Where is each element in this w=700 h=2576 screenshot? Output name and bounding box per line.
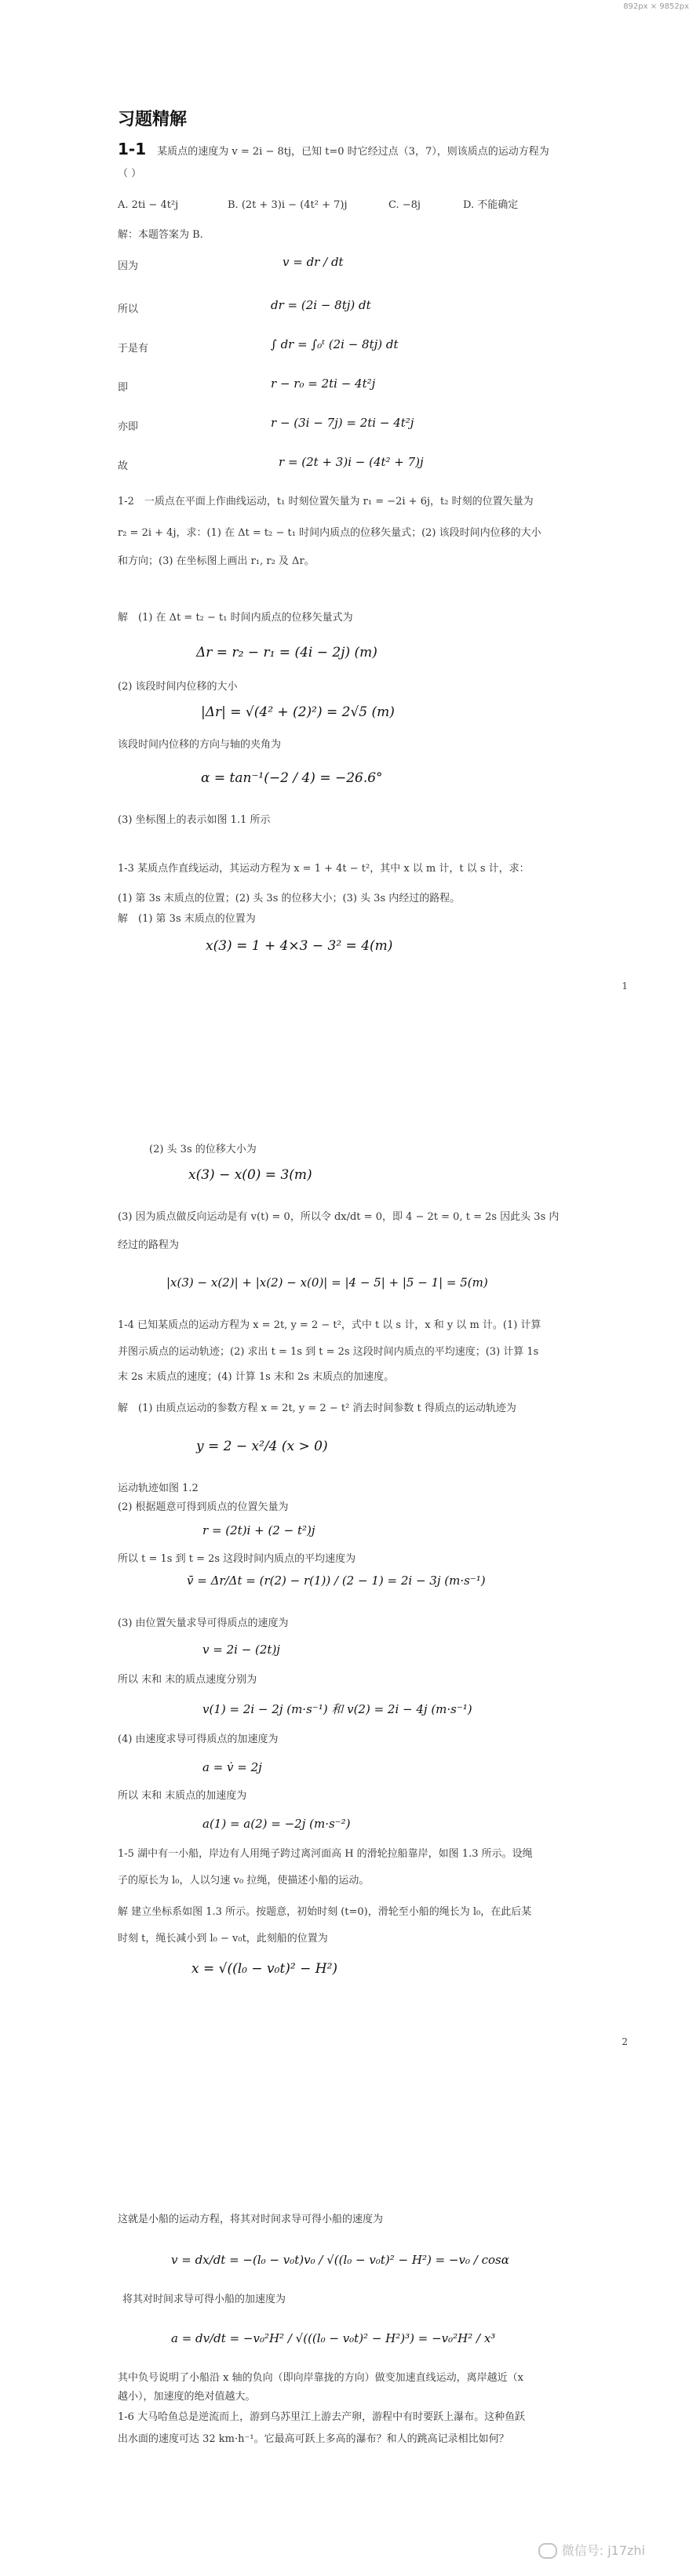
problem-1-2-line: 1-2 一质点在平面上作曲线运动，t₁ 时刻位置矢量为 r₁ = −2i + 6j，t₂ 时刻的位置矢量为 — [118, 496, 534, 508]
equation: x(3) = 1 + 4×3 − 3² = 4(m) — [206, 938, 393, 954]
page-number: 2 — [622, 2036, 628, 2047]
solution-line: 解 建立坐标系如图 1.3 所示。按题意，初始时刻 (t=0)，滑轮至小船的绳长为 l₀，在此后某 — [118, 1906, 532, 1918]
solution-line: 解 (1) 第 3s 末质点的位置为 — [118, 913, 256, 925]
solution-line: 这就是小船的运动方程，将其对时间求导可得小船的速度为 — [118, 2214, 384, 2225]
equation: a = dv/dt = −v₀²H² / √(((l₀ − v₀t)² − H²)³) = −v₀²H² / x³ — [171, 2331, 496, 2345]
solution-line: 其中负号说明了小船沿 x 轴的负向（即向岸靠拢的方向）做变加速直线运动，离岸越近（x — [118, 2372, 523, 2384]
section-heading: 习题精解 — [118, 110, 188, 129]
option-b: B. (2t + 3)i − (4t² + 7)j — [228, 199, 348, 211]
problem-1-6-line: 出水面的速度可达 32 km·h⁻¹。它最高可跃上多高的瀑布？和人的跳高记录相比如何？ — [118, 2433, 509, 2445]
step-label: 因为 — [118, 260, 139, 272]
solution-line: 时刻 t，绳长减小到 l₀ − v₀t，此刻船的位置为 — [118, 1933, 328, 1945]
solution-line: 所以 末和 末的质点速度分别为 — [118, 1674, 257, 1686]
solution-answer: 解：本题答案为 B. — [118, 229, 203, 241]
equation: r = (2t + 3)i − (4t² + 7)j — [279, 455, 424, 469]
equation: α = tan⁻¹(−2 / 4) = −26.6° — [201, 770, 383, 786]
problem-1-4-line: 1-4 已知某质点的运动方程为 x = 2t, y = 2 − t²，式中 t 以 s 计，x 和 y 以 m 计。(1) 计算 — [118, 1319, 541, 1331]
equation: r − r₀ = 2ti − 4t²j — [271, 377, 376, 391]
equation: v(1) = 2i − 2j (m·s⁻¹) 和 v(2) = 2i − 4j (m·s⁻¹) — [202, 1702, 472, 1716]
solution-line: (3) 因为质点做反向运动是有 v(t) = 0，所以令 dx/dt = 0，即 4 − 2t = 0, t = 2s 因此头 3s 内 — [118, 1211, 560, 1223]
solution-line: 经过的路程为 — [118, 1239, 180, 1251]
solution-line: (4) 由速度求导可得质点的加速度为 — [118, 1734, 279, 1745]
solution-line: 该段时间内位移的方向与轴的夹角为 — [118, 739, 282, 751]
equation: r − (3i − 7j) = 2ti − 4t²j — [271, 416, 414, 430]
step-label: 故 — [118, 460, 129, 472]
image-dimension-label: 892px × 9852px — [623, 2, 689, 11]
problem-1-4-line: 并图示质点的运动轨迹；(2) 求出 t = 1s 到 t = 2s 这段时间内质点的平均速度；(3) 计算 1s — [118, 1346, 539, 1358]
equation: v = 2i − (2t)j — [202, 1643, 280, 1657]
solution-line: 运动轨迹如图 1.2 — [118, 1483, 199, 1494]
document-page-3 — [0, 2212, 700, 2576]
problem-1-5-line: 子的原长为 l₀，人以匀速 v₀ 拉绳，使描述小船的运动。 — [118, 1875, 370, 1887]
equation: v̄ = Δr/Δt = (r(2) − r(1)) / (2 − 1) = 2i − 3j (m·s⁻¹) — [187, 1574, 486, 1588]
solution-line: (3) 坐标图上的表示如图 1.1 所示 — [118, 814, 271, 826]
page-number: 1 — [622, 981, 628, 991]
solution-line: 解 (1) 由质点运动的参数方程 x = 2t, y = 2 − t² 消去时间参数 t 得质点的运动轨迹为 — [118, 1403, 516, 1414]
equation: a = v̇ = 2j — [202, 1760, 262, 1774]
equation: x(3) − x(0) = 3(m) — [188, 1167, 312, 1183]
option-d: D. 不能确定 — [463, 199, 519, 211]
equation: r = (2t)i + (2 − t²)j — [202, 1523, 315, 1537]
equation: a(1) = a(2) = −2j (m·s⁻²) — [202, 1817, 351, 1831]
step-label: 亦即 — [118, 421, 139, 433]
problem-1-3-line: 1-3 某质点作直线运动，其运动方程为 x = 1 + 4t − t²，其中 x 以 m 计，t 以 s 计，求： — [118, 863, 530, 875]
wechat-icon — [538, 2543, 557, 2559]
problem-1-6-line: 1-6 大马哈鱼总是逆流而上，游到乌苏里江上游去产卵，游程中有时要跃上瀑布。这种鱼跃 — [118, 2411, 526, 2423]
wechat-watermark: 微信号: j17zhi — [538, 2541, 645, 2560]
problem-1-5-line: 1-5 湖中有一小船，岸边有人用绳子跨过离河面高 H 的滑轮拉船靠岸，如图 1.3 所示。设绳 — [118, 1848, 533, 1860]
problem-1-4-line: 末 2s 末质点的速度；(4) 计算 1s 末和 2s 末质点的加速度。 — [118, 1371, 395, 1383]
answer-blank: （ ） — [118, 168, 142, 180]
step-label: 于是有 — [118, 343, 149, 355]
equation: |x(3) − x(2)| + |x(2) − x(0)| = |4 − 5| + |5 − 1| = 5(m) — [166, 1275, 488, 1290]
solution-line: 将其对时间求导可得小船的加速度为 — [122, 2294, 286, 2305]
equation: v = dr / dt — [283, 255, 344, 269]
step-label: 所以 — [118, 304, 139, 315]
equation: dr = (2i − 8tj) dt — [271, 298, 371, 312]
equation: |Δr| = √(4² + (2)²) = 2√5 (m) — [201, 704, 395, 720]
solution-line: 所以 末和 末质点的加速度为 — [118, 1790, 247, 1802]
problem-1-2-line: 和方向；(3) 在坐标图上画出 r₁, r₂ 及 Δr。 — [118, 555, 315, 567]
document-page-1 — [0, 0, 700, 1130]
equation: y = 2 − x²/4 (x > 0) — [196, 1439, 328, 1454]
equation: Δr = r₂ − r₁ = (4i − 2j) (m) — [196, 645, 377, 660]
solution-line: 越小），加速度的绝对值越大。 — [118, 2391, 256, 2403]
solution-line: (2) 头 3s 的位移大小为 — [149, 1144, 257, 1155]
solution-line: (3) 由位置矢量求导可得质点的速度为 — [118, 1617, 289, 1629]
equation: v = dx/dt = −(l₀ − v₀t)v₀ / √((l₀ − v₀t)² − H²) = −v₀ / cosα — [171, 2253, 509, 2267]
solution-line: (2) 根据题意可得到质点的位置矢量为 — [118, 1501, 289, 1513]
option-c: C. −8j — [388, 199, 421, 211]
option-a: A. 2ti − 4t²j — [118, 199, 179, 211]
document-page-2 — [0, 1130, 700, 2212]
problem-1-3-line: (1) 第 3s 末质点的位置；(2) 头 3s 的位移大小；(3) 头 3s 内经过的路程。 — [118, 893, 461, 904]
equation: ∫ dr = ∫₀ᵗ (2i − 8tj) dt — [271, 337, 399, 351]
equation: x = √((l₀ − v₀t)² − H²) — [191, 1961, 338, 1977]
problem-1-1-statement: 1-1 某质点的速度为 v = 2i − 8tj，已知 t=0 时它经过点（3，7），则该质点的运动方程为 — [118, 140, 549, 158]
solution-line: 所以 t = 1s 到 t = 2s 这段时间内质点的平均速度为 — [118, 1553, 356, 1565]
problem-1-2-line: r₂ = 2i + 4j，求：(1) 在 Δt = t₂ − t₁ 时间内质点的位移矢量式；(2) 该段时间内位移的大小 — [118, 527, 541, 539]
solution-line: (2) 该段时间内位移的大小 — [118, 681, 238, 693]
step-label: 即 — [118, 382, 129, 394]
problem-number: 1-1 — [118, 140, 147, 158]
solution-line: 解 (1) 在 Δt = t₂ − t₁ 时间内质点的位移矢量式为 — [118, 612, 353, 624]
